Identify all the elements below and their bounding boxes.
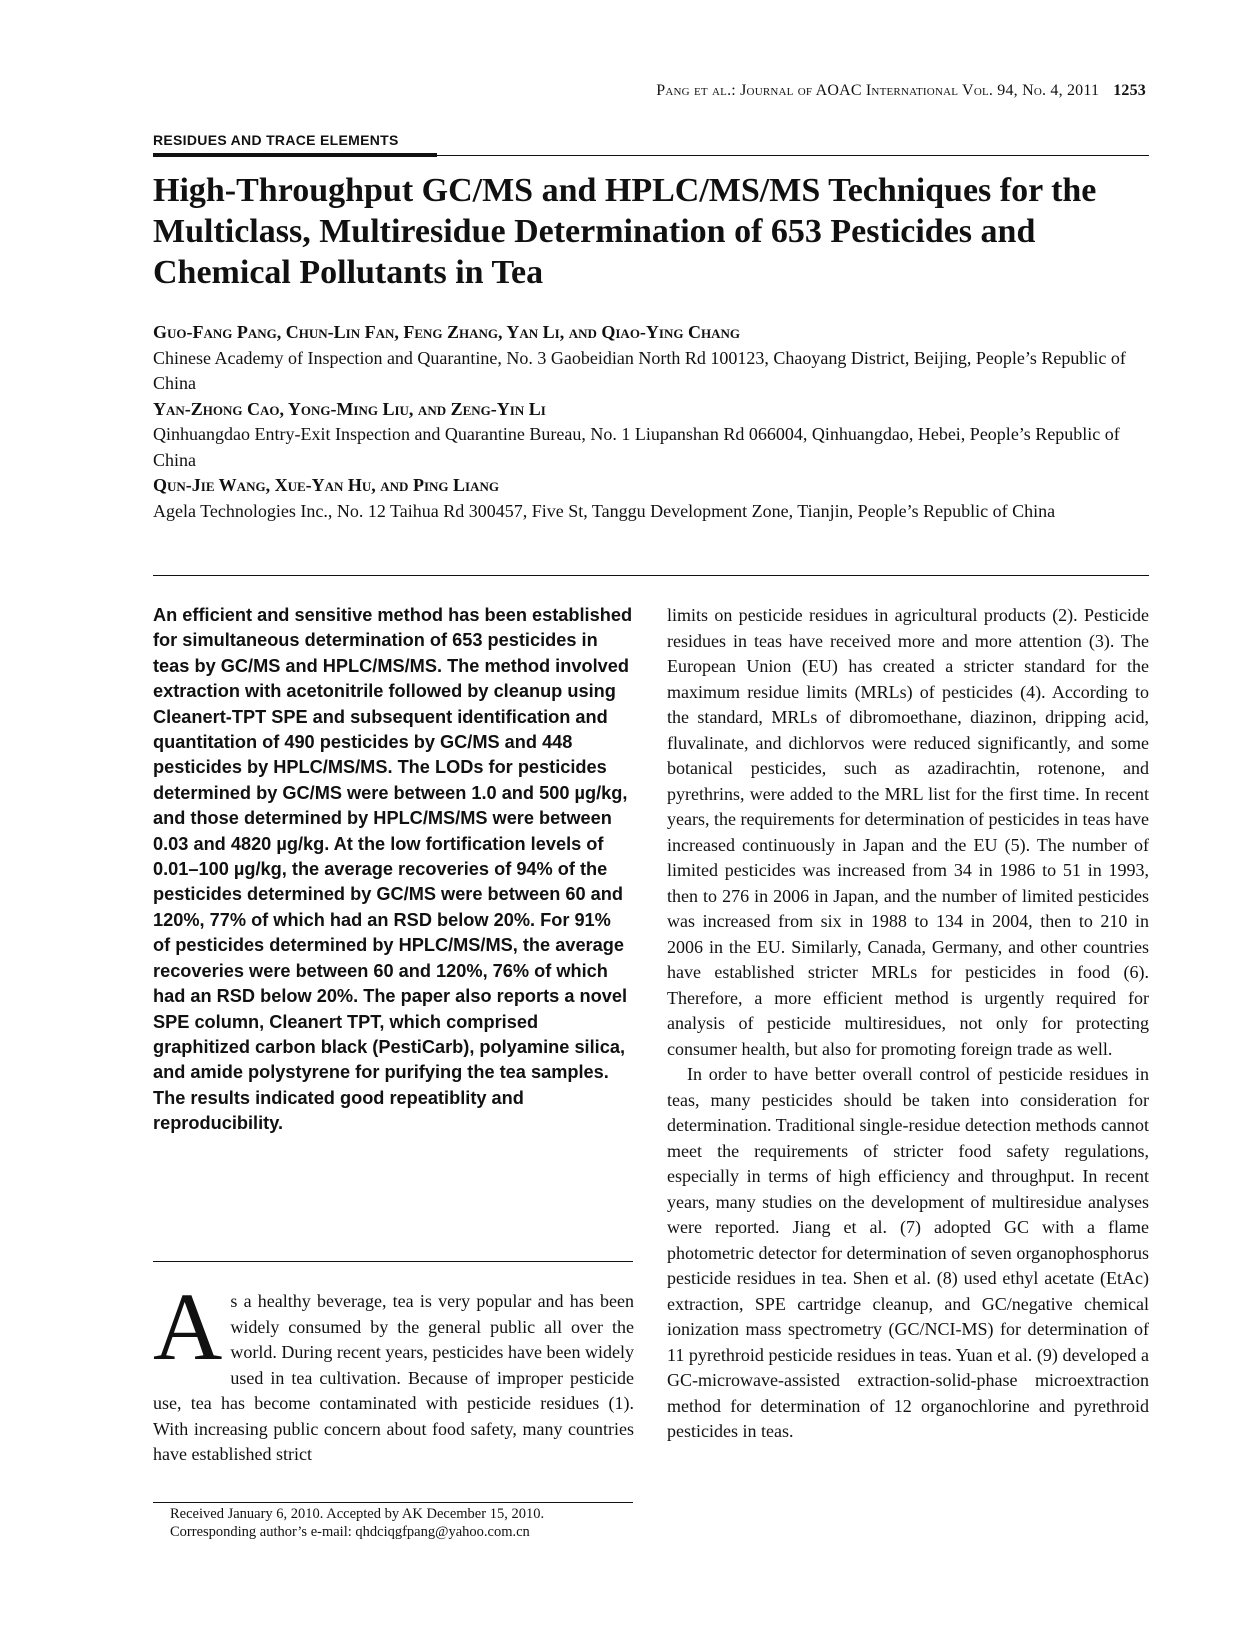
- corresponding-email: Corresponding author’s e-mail: qhdciqgfpang@yahoo.com.cn: [170, 1524, 530, 1540]
- author-affiliation: Chinese Academy of Inspection and Quarantine, No. 3 Gaobeidian North Rd 100123, Chaoyang District, Beijing, People’s Republic of China: [153, 347, 1126, 393]
- footnote-rule: [153, 1502, 633, 1503]
- abstract-divider: [153, 1261, 633, 1262]
- author-block: [153, 320, 1143, 524]
- footnote: [170, 1505, 630, 1541]
- author-names: Qun-Jie Wang, Xue-Yan Hu, and Ping Liang: [153, 475, 499, 495]
- drop-cap: A: [153, 1273, 223, 1380]
- author-affiliation: Agela Technologies Inc., No. 12 Taihua Rd 300457, Five St, Tanggu Development Zone, Tianjin, People’s Republic of China: [153, 500, 1056, 521]
- divider: [153, 575, 1149, 576]
- right-column: [667, 603, 1149, 1445]
- article-title: High-Throughput GC/MS and HPLC/MS/MS Techniques for the Multiclass, Multiresidue Determination of 653 Pesticides and Chemical Pollutants in Tea: [153, 172, 1097, 291]
- page-number: 1253: [1113, 82, 1146, 99]
- author-names: Guo-Fang Pang, Chun-Lin Fan, Feng Zhang, Yan Li, and Qiao-Ying Chang: [153, 322, 740, 342]
- intro-text: s a healthy beverage, tea is very popular and has been widely consumed by the general public all over the world. During recent years, pesticides have been widely used in tea cultivation. Because of improper pesticide use, tea has become contaminated with pesticide residues (1). With increasing public concern about food safety, many countries have established strict: [153, 1291, 634, 1464]
- running-head: [656, 82, 1146, 100]
- author-names: Yan-Zhong Cao, Yong-Ming Liu, and Zeng-Yin Li: [153, 398, 546, 419]
- body-paragraph: In order to have better overall control of pesticide residues in teas, many pesticides should be taken into consideration for determination. Traditional single-residue detection methods cannot meet the requirements of stricter food safety regulations, especially in terms of high efficiency and throughput. In recent years, many studies on the development of multiresidue analyses were reported. Jiang et al. (7) adopted GC with a flame photometric detector for determination of seven organophosphorus pesticide residues in tea. Shen et al. (8) used ethyl acetate (EtAc) extraction, SPE cartridge cleanup, and GC/negative chemical ionization mass spectrometry (GC/NCI-MS) for determination of 11 pyrethroid pesticide residues in teas. Yuan et al. (9) developed a GC-microwave-assisted extraction-solid-phase microextraction method for determination of 12 organochlorine and pyrethroid pesticides in teas.: [667, 1064, 1149, 1441]
- section-rule: [153, 153, 437, 157]
- received-dates: Received January 6, 2010. Accepted by AK December 15, 2010.: [170, 1506, 545, 1522]
- intro-paragraph: [153, 1273, 634, 1468]
- running-head-text: Pang et al.: Journal of AOAC International Vol. 94, No. 4, 2011: [656, 82, 1100, 99]
- section-label: RESIDUES AND TRACE ELEMENTS: [153, 132, 399, 148]
- author-affiliation: Qinhuangdao Entry-Exit Inspection and Quarantine Bureau, No. 1 Liupanshan Rd 066004, Qinhuangdao, Hebei, People’s Republic of China: [153, 424, 1120, 470]
- abstract: An efficient and sensitive method has been established for simultaneous determination of 653 pesticides in teas by GC/MS and HPLC/MS/MS. The method involved extraction with acetonitrile followed by cleanup using Cleanert-TPT SPE and subsequent identification and quantitation of 490 pesticides by GC/MS and 448 pesticides by HPLC/MS/MS. The LODs for pesticides determined by GC/MS were between 1.0 and 500 µg/kg, and those determined by HPLC/MS/MS were between 0.03 and 4820 µg/kg. At the low fortification levels of 0.01–100 µg/kg, the average recoveries of 94% of the pesticides determined by GC/MS were between 60 and 120%, 77% of which had an RSD below 20%. For 91% of pesticides determined by HPLC/MS/MS, the average recoveries were between 60 and 120%, 76% of which had an RSD below 20%. The paper also reports a novel SPE column, Cleanert TPT, which comprised graphitized carbon black (PestiCarb), polyamine silica, and amide polystyrene for purifying the tea samples. The results indicated good repeatiblity and reproducibility.: [153, 605, 633, 1134]
- body-paragraph: limits on pesticide residues in agricultural products (2). Pesticide residues in teas have received more and more attention (3). The European Union (EU) has created a stricter standard for the maximum residue limits (MRLs) of pesticides (4). According to the standard, MRLs of dibromoethane, diazinon, dripping acid, fluvalinate, and dichlorvos were reduced significantly, and some botanical pesticides, such as azadirachtin, rotenone, and pyrethrins, were added to the MRL list for the first time. In recent years, the requirements for determination of pesticides in teas have increased continuously in Japan and the EU (5). The number of limited pesticides was increased from 34 in 1986 to 51 in 1993, then to 276 in 2006 in Japan, and the number of limited pesticides was increased from six in 1988 to 134 in 2004, then to 210 in 2006 in the EU. Similarly, Canada, Germany, and other countries have established stricter MRLs for pesticides in food (6). Therefore, a more efficient method is urgently required for analysis of pesticide multiresidues, not only for protecting consumer health, but also for promoting foreign trade as well.: [667, 605, 1149, 1059]
